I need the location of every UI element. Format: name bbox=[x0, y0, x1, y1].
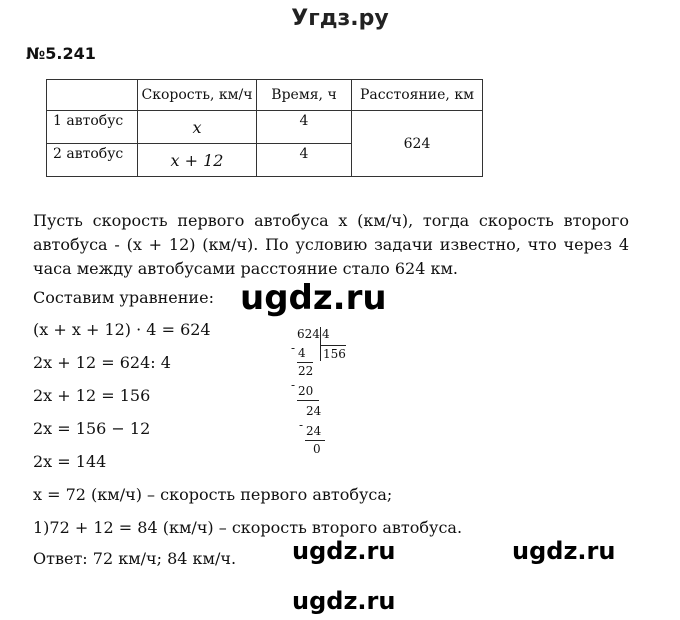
division-quotient: 156 bbox=[323, 347, 346, 361]
division-step: 22 bbox=[298, 364, 314, 378]
minus-sign: - bbox=[299, 418, 304, 432]
table-row bbox=[47, 111, 483, 144]
row-speed: x bbox=[138, 111, 257, 144]
solution-line: 1)72 + 12 = 84 (км/ч) – скорость второго автобуса. bbox=[33, 518, 463, 537]
site-title: Угдз.ру bbox=[291, 6, 389, 31]
division-vertical-line bbox=[320, 327, 321, 361]
task-number: №5.241 bbox=[26, 44, 96, 63]
minus-sign: - bbox=[291, 378, 296, 392]
solution-line: Ответ: 72 км/ч; 84 км/ч. bbox=[33, 549, 237, 568]
row-speed: x + 12 bbox=[138, 144, 257, 177]
row-time: 4 bbox=[257, 111, 352, 144]
data-table bbox=[46, 79, 483, 177]
solution-line: 2x + 12 = 624: 4 bbox=[33, 353, 171, 372]
solution-line: Составим уравнение: bbox=[33, 288, 214, 307]
distance-cell: 624 bbox=[352, 111, 483, 177]
table-header-time: Время, ч bbox=[257, 80, 352, 111]
table-header-empty bbox=[47, 80, 138, 111]
division-divisor: 4 bbox=[322, 327, 330, 341]
division-step: 24 bbox=[306, 404, 322, 418]
step-underline bbox=[305, 440, 325, 441]
step-underline bbox=[297, 362, 313, 363]
watermark: ugdz.ru bbox=[512, 537, 616, 565]
division-step: 0 bbox=[313, 442, 321, 456]
watermark: ugdz.ru bbox=[292, 537, 396, 565]
solution-line: x = 72 (км/ч) – скорость первого автобуса; bbox=[33, 485, 393, 504]
table-header-row bbox=[47, 80, 483, 111]
row-label: 1 автобус bbox=[47, 111, 138, 144]
watermark: ugdz.ru bbox=[292, 587, 396, 615]
step-underline bbox=[297, 400, 319, 401]
division-dividend: 624 bbox=[297, 327, 320, 341]
solution-line: 2x = 144 bbox=[33, 452, 107, 471]
division-step: 20 bbox=[298, 384, 314, 398]
division-step: 24 bbox=[306, 424, 322, 438]
division-step: 4 bbox=[298, 346, 306, 360]
solution-line: 2x = 156 − 12 bbox=[33, 419, 151, 438]
watermark: ugdz.ru bbox=[240, 278, 387, 318]
minus-sign: - bbox=[291, 341, 296, 355]
division-horizontal-line bbox=[320, 345, 346, 346]
solution-line: 2x + 12 = 156 bbox=[33, 386, 151, 405]
table-header-distance: Расстояние, км bbox=[352, 80, 483, 111]
solution-line: (x + x + 12) · 4 = 624 bbox=[33, 320, 211, 339]
problem-paragraph: Пусть скорость первого автобуса x (км/ч), тогда скорость второго автобуса - (x + 12) (км/ч). По условию задачи известно, что через 4 часа между автобусами расстояние стало 624 км. bbox=[33, 211, 629, 278]
row-time: 4 bbox=[257, 144, 352, 177]
row-label: 2 автобус bbox=[47, 144, 138, 177]
table-header-speed: Скорость, км/ч bbox=[138, 80, 257, 111]
